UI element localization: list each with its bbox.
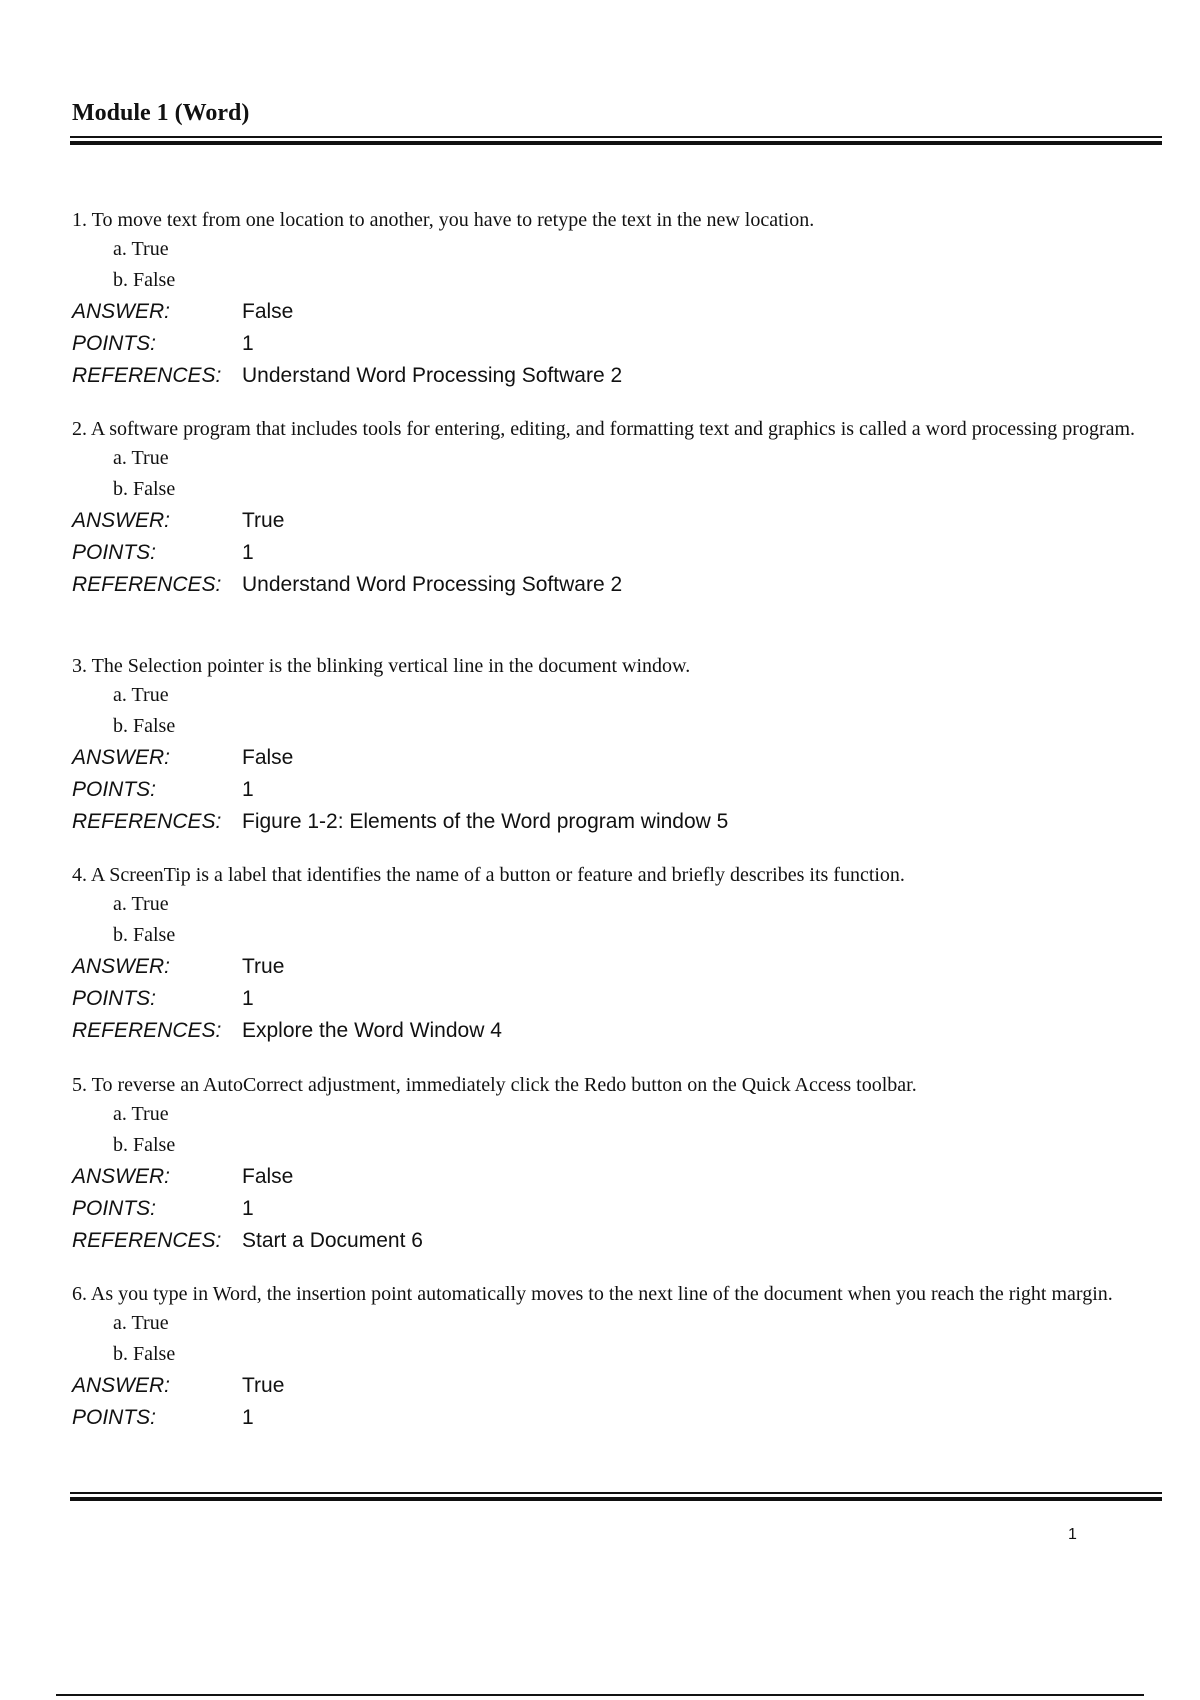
- answer-label: ANSWER:: [72, 1374, 171, 1397]
- points-label: POINTS:: [72, 332, 157, 355]
- options-list: [72, 234, 1164, 296]
- points-label: POINTS:: [72, 541, 157, 564]
- option-true: a. True: [113, 893, 169, 915]
- question-5: [72, 1072, 1164, 1257]
- option-true: a. True: [113, 1103, 169, 1125]
- answer-value: False: [242, 300, 294, 323]
- answer-row: [72, 1161, 1164, 1193]
- points-row: [72, 1193, 1164, 1225]
- option-true: a. True: [113, 684, 169, 706]
- answer-row: [72, 296, 1164, 328]
- points-label: POINTS:: [72, 778, 157, 801]
- references-label: REFERENCES:: [72, 810, 222, 833]
- answer-row: [72, 951, 1164, 983]
- options-list: [72, 1099, 1164, 1161]
- points-row: [72, 1402, 1164, 1434]
- references-value: Start a Document 6: [242, 1229, 423, 1252]
- question-text: 5. To reverse an AutoCorrect adjustment, immediately click the Redo button on the Quick Access toolbar.: [72, 1074, 917, 1096]
- question-text: 6. As you type in Word, the insertion point automatically moves to the next line of the document when you reach the right margin.: [72, 1283, 1113, 1305]
- references-label: REFERENCES:: [72, 573, 222, 596]
- footer-rule: [70, 1492, 1162, 1502]
- option-false: b. False: [113, 269, 176, 291]
- options-list: [72, 443, 1164, 505]
- references-row: [72, 1225, 1164, 1257]
- points-value: 1: [242, 332, 254, 355]
- option-false: b. False: [113, 1343, 176, 1365]
- answer-value: False: [242, 746, 294, 769]
- points-label: POINTS:: [72, 987, 157, 1010]
- points-value: 1: [242, 987, 254, 1010]
- answer-label: ANSWER:: [72, 955, 171, 978]
- points-row: [72, 537, 1164, 569]
- option-false: b. False: [113, 924, 176, 946]
- points-row: [72, 983, 1164, 1015]
- points-value: 1: [242, 778, 254, 801]
- points-row: [72, 328, 1164, 360]
- question-text: 4. A ScreenTip is a label that identifies the name of a button or feature and briefly describes its function.: [72, 864, 905, 886]
- page-bottom-line: [56, 1694, 1144, 1696]
- option-true: a. True: [113, 1312, 169, 1334]
- references-label: REFERENCES:: [72, 1019, 222, 1042]
- page-number: 1: [1068, 1526, 1077, 1543]
- options-list: [72, 680, 1164, 742]
- answer-label: ANSWER:: [72, 509, 171, 532]
- points-value: 1: [242, 1406, 254, 1429]
- question-text: 3. The Selection pointer is the blinking vertical line in the document window.: [72, 655, 691, 677]
- references-row: [72, 1015, 1164, 1047]
- question-3: [72, 653, 1164, 838]
- question-1: [72, 207, 1164, 392]
- references-value: Understand Word Processing Software 2: [242, 573, 623, 596]
- points-value: 1: [242, 541, 254, 564]
- options-list: [72, 1308, 1164, 1370]
- references-value: Understand Word Processing Software 2: [242, 364, 623, 387]
- question-text: 2. A software program that includes tools for entering, editing, and formatting text and graphics is called a word processing program.: [72, 418, 1136, 440]
- answer-row: [72, 1370, 1164, 1402]
- option-false: b. False: [113, 1134, 176, 1156]
- question-4: [72, 862, 1164, 1047]
- answer-value: True: [242, 509, 285, 532]
- header-rule: [70, 136, 1162, 146]
- points-value: 1: [242, 1197, 254, 1220]
- references-label: REFERENCES:: [72, 1229, 222, 1252]
- points-label: POINTS:: [72, 1406, 157, 1429]
- answer-row: [72, 505, 1164, 537]
- question-text: 1. To move text from one location to another, you have to retype the text in the new location.: [72, 209, 815, 231]
- answer-value: False: [242, 1165, 294, 1188]
- answer-label: ANSWER:: [72, 300, 171, 323]
- points-row: [72, 774, 1164, 806]
- option-true: a. True: [113, 447, 169, 469]
- options-list: [72, 889, 1164, 951]
- answer-value: True: [242, 955, 285, 978]
- references-label: REFERENCES:: [72, 364, 222, 387]
- option-false: b. False: [113, 715, 176, 737]
- question-2: [72, 416, 1164, 601]
- answer-value: True: [242, 1374, 285, 1397]
- option-true: a. True: [113, 238, 169, 260]
- references-row: [72, 569, 1164, 601]
- references-value: Figure 1-2: Elements of the Word program window 5: [242, 810, 729, 833]
- points-label: POINTS:: [72, 1197, 157, 1220]
- page-title: Module 1 (Word): [72, 100, 250, 126]
- answer-label: ANSWER:: [72, 746, 171, 769]
- option-false: b. False: [113, 478, 176, 500]
- references-row: [72, 806, 1164, 838]
- answer-row: [72, 742, 1164, 774]
- question-6: [72, 1281, 1164, 1434]
- references-row: [72, 360, 1164, 392]
- references-value: Explore the Word Window 4: [242, 1019, 502, 1042]
- answer-label: ANSWER:: [72, 1165, 171, 1188]
